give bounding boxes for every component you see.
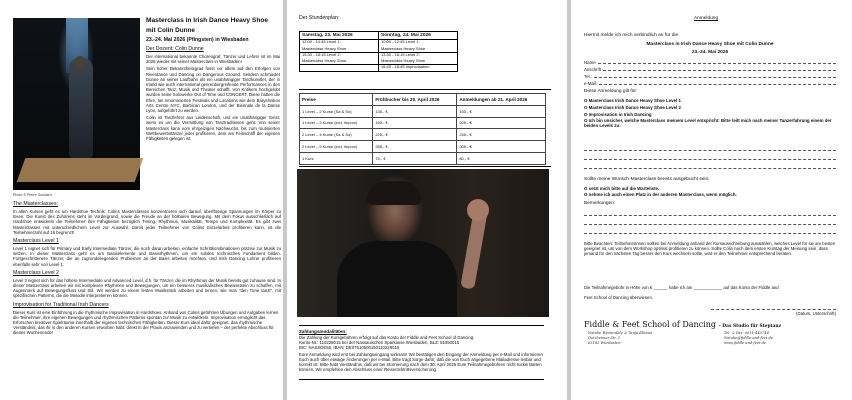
schedule-header-saturday: Samstag, 23. Mai 2026 <box>300 32 379 40</box>
note-text: Bitte Beachten: Teilnehmerinnen sollten bei Anmeldung anhand der Kursausschreibung auswählen, welches Level für sie am besten geeignet ist, um von dem Workshop optimal profitieren zu können. Sollte Colin nach dem ersten Kurstag der Meinung sein, dass jemand für den nächsten Tag besser den Kurs wechseln sollte, wird er den Teilnehmer entsprechend beraten. <box>584 241 836 257</box>
schedule-cell: Masterclass Heavy Shoe <box>300 45 379 52</box>
section-rule <box>299 379 544 380</box>
person-hand <box>467 199 489 221</box>
remarks-line[interactable] <box>584 215 836 216</box>
address-label: Anschrift <box>584 67 602 72</box>
docent-paragraph-3: Colin ist Tanzlehrer aus Leidenschaft, und ein unabhängiger Geist, wenn es um die Vermittlung von Tanztraditionen geht. Von seiner Masterclass kann vom ehrgeizigen Nachwuchs, bis zum routinierten Wettbewerbstänzer jeder profitieren, dem am Feinschliff der eigenen Fähigkeiten gelegen ist. <box>146 115 280 142</box>
school-footer <box>584 320 781 329</box>
schedule-cell: 15:30 - 18:15 Level 2: <box>300 52 379 57</box>
improv-text: Dieser Kurs ist eine Einführung in die rhythmische Improvisation in Hardshoes. Anhand von Colins geführten Übungen und Aufgaben lernen die Teilnehmer, ihre eigenen Bewegungen und rhythmischen Patterns spontan zur Musik zu entwickeln. Improvisation ermöglicht das Erforschen kreativer Spielräume innerhalb der eigenen technischen Fähigkeiten. Dieser Kurs ideal dafür geeignet, das rhythmische Verständnis, das ihr in den anderen Kursen erworben habt, direkt in der Praxis anzuwenden und zu vertiefen – der perfekte Abschluss für dieses Wochenende! <box>13 309 279 336</box>
payment-conditions: Eure Anmeldung wird erst bei Zahlungseingang wirksam! Wir bestätigen den Eingang der Anmeldung per e-Mail und informieren Euch auch über etwaige Änderungen per e-Mail. Bitte tragt Sorge dafür, daß die von Euch angegebene Mailadresse lesbar und korrekt ist. Bitte habt Verständnis, daß wir bei Stornierung nach dem 30. April 2026 Eure Teilnahmegebühren nicht rückerstatten können. Wir empfehlen den Abschluss einer Reiserücktrittsversicherung. <box>299 351 543 373</box>
lit-floor <box>17 158 144 182</box>
registration-intro: Hiermit melde ich mich verbindlich an für die <box>584 33 679 38</box>
prices-table <box>299 93 546 165</box>
person-hair <box>367 181 421 205</box>
price-cell: 205,- € <box>457 117 546 129</box>
price-cell: 2 Level – 4 Kurse (Sa & So) <box>300 129 373 141</box>
phone-input-line[interactable] <box>594 77 836 78</box>
address-field[interactable] <box>584 65 836 72</box>
page-1-course-description <box>0 0 283 400</box>
dancer-head <box>74 56 86 69</box>
contact-street: Dotzheimer Str. 1 <box>588 336 621 340</box>
address-input-line[interactable] <box>603 70 836 71</box>
course-title: Masterclass in Irish Dance Heavy Shoe <box>146 17 269 24</box>
unsure-comment-lines[interactable] <box>584 150 836 169</box>
table-row <box>300 57 458 64</box>
comment-line[interactable] <box>584 150 836 151</box>
remarks-line[interactable] <box>584 224 836 225</box>
price-cell: 190,- € <box>373 117 457 129</box>
school-name: Fiddle & Feet School of Dancing <box>584 320 717 329</box>
schedule-cell: 10:00 - 12:45 Level 1: <box>379 40 458 45</box>
person-torso <box>337 241 457 317</box>
masterclass-descriptions <box>13 199 281 336</box>
docent-paragraph-2: Sein hoher Bekanntheitsgrad fusst vor allem auf den Erfolgen von Riverdance und Dancing on Dangerous Ground. Seitdem schmiedet Dunne an seiner Laufbahn als ein unabhängiger Tanzkünstler, der in Irland wie auch international genreübergreifende Performances in den Bereichen Tanz, Musik und Theater schafft. Von Kritikern hochgelobt wurden seine Solowerke Out of Time und CONCERT. Diese hatten die Ehre, bei renommierten Festivals und Locations wie dem Baryshnikov Arts Centre NYC, Barbican London, und der Biennale de la Danse Lyon, aufgeführt zu werden. <box>146 66 280 114</box>
payment-iban: BIC: NASSDE55, IBAN: DE07510500150110228015 <box>299 345 400 351</box>
schedule-cell: 16:45 - 18:45 Improvisation <box>379 65 458 72</box>
payment-account: Konto-Nr.: 110228015 bei der Nassauischen Sparkasse Wiesbaden, BLZ: 51050015 <box>299 340 460 346</box>
schedule-cell <box>300 65 379 72</box>
course-subtitle: mit Colin Dunne <box>146 27 195 34</box>
option-waitlist[interactable]: O setzt mich bitte auf die Warteliste. <box>584 186 660 191</box>
schedule-cell: 12:00 - 14:45 Level 1: <box>300 40 379 45</box>
fee-text-line-2: Feet School of Dancing überwiesen. <box>584 295 654 300</box>
level2-text: Level 2 eignet sich für das höhere Intermediate und Advanced Level, d.h. für Tänzer, die im Rhythmus der Musik bereits gut zuhause sind. In dieser Masterclass arbeiten wir mit komplexen Rhythmen und Bewegungen, um ein besseres musikalisches Bewusstsein zu schaffen, mit Augenmerk auf Bewegungsfluss und Stil. Wir werden zu einem festen Musikstück arbeiten und lernen, wie man "den Tune tanzt", mit spezifischen Patterns, die die Melodie interpretieren können. <box>13 277 281 299</box>
schedule-heading: Der Stundenplan: <box>299 15 340 21</box>
price-cell: 135,- € <box>373 105 457 117</box>
phone-field[interactable] <box>584 72 836 79</box>
valid-for-label: Diese Anmeldung gilt für: <box>584 89 638 94</box>
colin-dunne-teaching-photo <box>297 169 549 317</box>
price-cell: 80,- € <box>457 152 546 164</box>
schedule-cell: 13:30 - 16:15 Level 2: <box>379 52 458 57</box>
price-cell: 245,- € <box>457 129 546 141</box>
contact-names: Natalie Westerdale & Tanja Elitana <box>588 331 653 335</box>
contact-city: 65185 Wiesbaden <box>588 341 621 345</box>
name-input-line[interactable] <box>598 63 836 64</box>
price-cell: 1 Level – 2 Kurse (Sa & So) <box>300 105 373 117</box>
section-rule <box>299 166 551 167</box>
schedule-cell: Masterclass Heavy Shoe <box>379 45 458 52</box>
dancer-figure <box>69 58 93 158</box>
prices-header: Preise <box>300 94 373 106</box>
fee-text-line-1: Die Teilnahmegebühr in Höhe von € ______ habe ich am ____________ auf das Konto der Fiddle and <box>584 285 779 290</box>
course-intro-column <box>146 17 280 141</box>
contact-right <box>724 331 773 346</box>
page-3-registration-form <box>571 0 852 400</box>
name-label: Name <box>584 60 596 65</box>
contact-left <box>588 331 652 346</box>
course-date: 23.-24. Mai 2026 (Pfingsten) in Wiesbaden <box>146 37 249 43</box>
level1-text: Level 1 eignet sich für Primary und Early Intermediate Tänzer, die noch daran arbeiten, einfache Schrittkombinationen präzise zur Musik zu setzen. In dieser Masterclass geht es um Basiselemente und Basisrhythmen, um ein solides technisches Fundament bilden. Fortgeschrittenere Tänzer, die an zugrundeliegenden Problemen an der Basis arbeiten möchten, und Irish Dancing Lehrer profitieren ebenfalls sehr von Level 1. <box>13 246 281 267</box>
schedule-table <box>299 31 458 72</box>
price-cell: 2 Level – 5 Kurse (incl. Improv) <box>300 141 373 153</box>
table-row <box>300 45 458 52</box>
comment-line[interactable] <box>584 159 836 160</box>
comment-line[interactable] <box>584 168 836 169</box>
registration-course: Masterclass in Irish Dance Heavy Shoe mit Colin Dunne <box>646 42 774 47</box>
page-2-schedule-prices <box>287 0 567 400</box>
colin-dunne-stage-photo <box>13 18 140 190</box>
contact-website[interactable]: www.fiddle-and-feet.de <box>724 341 767 345</box>
course-options <box>584 97 836 129</box>
level2-heading: Masterclass Level 2 <box>13 269 59 276</box>
option-other-class[interactable]: O nehme ich auch einen Platz in der anderen Masterclass, wenn möglich. <box>584 192 737 197</box>
remarks-lines[interactable] <box>584 215 836 234</box>
improv-heading: Improvisation for Traditional Irish Dancers <box>13 301 109 308</box>
school-tagline: – Das Studio für Steptanz <box>718 324 782 329</box>
prices-header: Frühbucher bis 20. April 2026 <box>373 94 457 106</box>
masterclasses-heading: The Masterclasses: <box>13 201 58 207</box>
registration-fields <box>584 58 836 86</box>
email-input-line[interactable] <box>599 84 836 85</box>
signature-label: (Datum, Unterschrift) <box>796 311 836 316</box>
option-improvisation[interactable]: O Improvisation in Irish Dancing <box>584 112 652 117</box>
section-rule <box>299 325 544 326</box>
section-rule <box>299 89 551 90</box>
price-cell: 75,- € <box>373 152 457 164</box>
remarks-line[interactable] <box>584 233 836 234</box>
photo-caption: Photo © Pierre Gondard <box>13 193 52 197</box>
name-field[interactable] <box>584 58 836 65</box>
remarks-label: Bemerkungen: <box>584 201 616 206</box>
table-row <box>300 129 546 141</box>
docent-heading: Der Dozent: Colin Dunne <box>146 46 204 52</box>
payment-line: Die Zahlung der Kursgebühren erfolgt auf das Konto der Fiddle and Feet School of Dancing: <box>299 335 475 340</box>
price-cell: 1 Kurs <box>300 152 373 164</box>
signature-line[interactable] <box>711 309 836 310</box>
table-row <box>300 65 458 72</box>
docent-paragraph-1: Der international bekannte Choreograf, Tänzer und Lehrer ist im Mai 2026 wieder mit seiner Masterclass in Wiesbaden! <box>146 54 280 65</box>
contact-phone: Tel. & Fax: 0611-445744 <box>724 331 769 335</box>
table-row <box>300 152 546 164</box>
table-row <box>300 141 546 153</box>
schedule-cell: Masterclass Heavy Shoe <box>379 57 458 64</box>
level1-heading: Masterclass Level 1 <box>13 238 59 245</box>
option-level-2[interactable]: O Masterclass Irish Dance Heavy Shoe Level 2 <box>584 105 681 110</box>
registration-title: Anmeldung <box>693 16 719 21</box>
prices-header: Anmeldungen ab 21. April 2026 <box>457 94 546 106</box>
option-unsure[interactable]: O Ich bin unsicher, welche Masterclass meinem Level entspricht: Bitte teilt mich nach meiner Tanzerfahrung einem der beiden Levels zu: <box>584 118 832 129</box>
table-row <box>300 105 546 117</box>
masterclasses-text: In allen Kursen geht es um Hardshoe Technik: Colins Masterclasses konzentrieren sich darauf, überflüssige Spannungen im Körper zu lösen. Die Kunst des Zuhörens steht im Vordergrund, sowie die Freude an der hörbaren Bewegung. Mit dem Fokus ausschließlich auf Hardshoe entwickeln die Teilnehmer ihre Fähigkeiten bezüglich Timing, Rhythmus, Musikalität, Tempo und Komplexität. Es gibt zwei Masterclasses mit unterschiedlichem Level zur Auswahl. Damit jeder Teilnehmer von Colins Einzelarbeit profitieren kann, ist die Teilnehmerzahl auf 16 begrenzt! <box>13 209 281 235</box>
registration-date: 23.-24. Mai 2026 <box>691 50 729 55</box>
price-cell: 305,- € <box>457 141 546 153</box>
price-cell: 1 Level – 3 Kurse (incl. Improv) <box>300 117 373 129</box>
phone-label: Tel.: <box>584 74 593 79</box>
contact-email[interactable]: Natalie@fiddle-and-feet.de <box>724 336 773 340</box>
schedule-header-sunday: Sonntag, 24. Mai 2026 <box>379 32 458 40</box>
option-level-1[interactable]: O Masterclass Irish Dance Heavy Shoe Level 1 <box>584 98 681 103</box>
price-cell: 225,- € <box>373 129 457 141</box>
price-cell: 285,- € <box>373 141 457 153</box>
booked-out-label: Sollte meine Wunsch-Masterclass bereits ausgebucht sein: <box>584 177 710 182</box>
booked-out-options <box>584 186 836 198</box>
email-field[interactable] <box>584 79 836 86</box>
price-cell: 150,- € <box>457 105 546 117</box>
table-row <box>300 117 546 129</box>
payment-text <box>299 335 544 372</box>
payment-heading: Zahlungsmodalitäten: <box>299 329 347 334</box>
email-label: e-Mail: <box>584 81 598 86</box>
schedule-cell: Masterclass Heavy Shoe <box>300 57 379 64</box>
